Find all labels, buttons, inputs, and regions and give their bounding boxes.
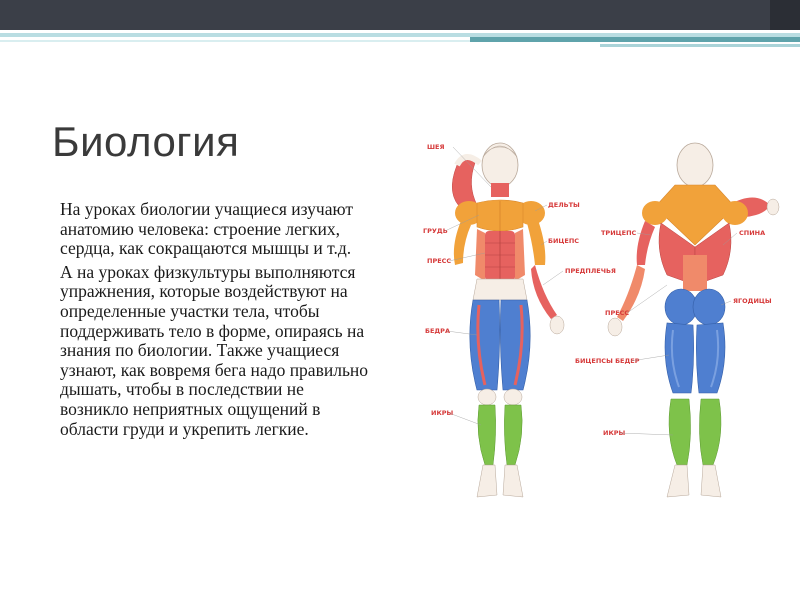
label-forearms: ПРЕДПЛЕЧЬЯ bbox=[565, 267, 616, 275]
decor-stripe-3 bbox=[0, 40, 470, 42]
label-back: СПИНА bbox=[739, 229, 766, 237]
label-calves-front: ИКРЫ bbox=[431, 409, 454, 417]
paragraph-1: На уроках биологии учащиеся изучают анатомию человека: строение легких, сердца, как сокращаются мышцы и т.д. bbox=[60, 199, 353, 259]
slide-title: Биология bbox=[52, 118, 240, 165]
label-biceps: БИЦЕПС bbox=[548, 237, 580, 245]
label-thighs: БЕДРА bbox=[425, 327, 450, 335]
decor-stripe-4 bbox=[600, 44, 800, 47]
label-triceps: ТРИЦЕПС bbox=[601, 229, 637, 237]
front-body bbox=[452, 143, 564, 497]
back-body bbox=[608, 143, 779, 497]
label-glutes: ЯГОДИЦЫ bbox=[733, 297, 772, 305]
muscle-diagram bbox=[405, 135, 790, 510]
slide-top-bar bbox=[0, 0, 800, 30]
slide-top-bar-corner bbox=[770, 0, 800, 30]
slide-body bbox=[60, 200, 370, 443]
label-deltoids: ДЕЛЬТЫ bbox=[548, 201, 580, 209]
label-calves-back: ИКРЫ bbox=[603, 429, 626, 437]
label-abs-back: ПРЕСС bbox=[605, 309, 630, 317]
anatomy-figure bbox=[405, 135, 790, 510]
label-chest: ГРУДЬ bbox=[423, 227, 448, 235]
label-neck: ШЕЯ bbox=[427, 143, 445, 151]
label-hamstrings: БИЦЕПСЫ БЕДЕР bbox=[575, 357, 640, 365]
label-abs: ПРЕСС bbox=[427, 257, 452, 265]
paragraph-2: А на уроках физкультуры выполняются упражнения, которые воздействуют на определенные участки тела, чтобы поддерживать тело в форме, опираясь на знания по биологии. Также учащиеся узнают, как вовремя бега надо правильно дышать, чтобы в последствии не возникло неприятных ощущений в области груди и укрепить легкие. bbox=[60, 261, 369, 439]
decor-stripe-2 bbox=[470, 37, 800, 42]
